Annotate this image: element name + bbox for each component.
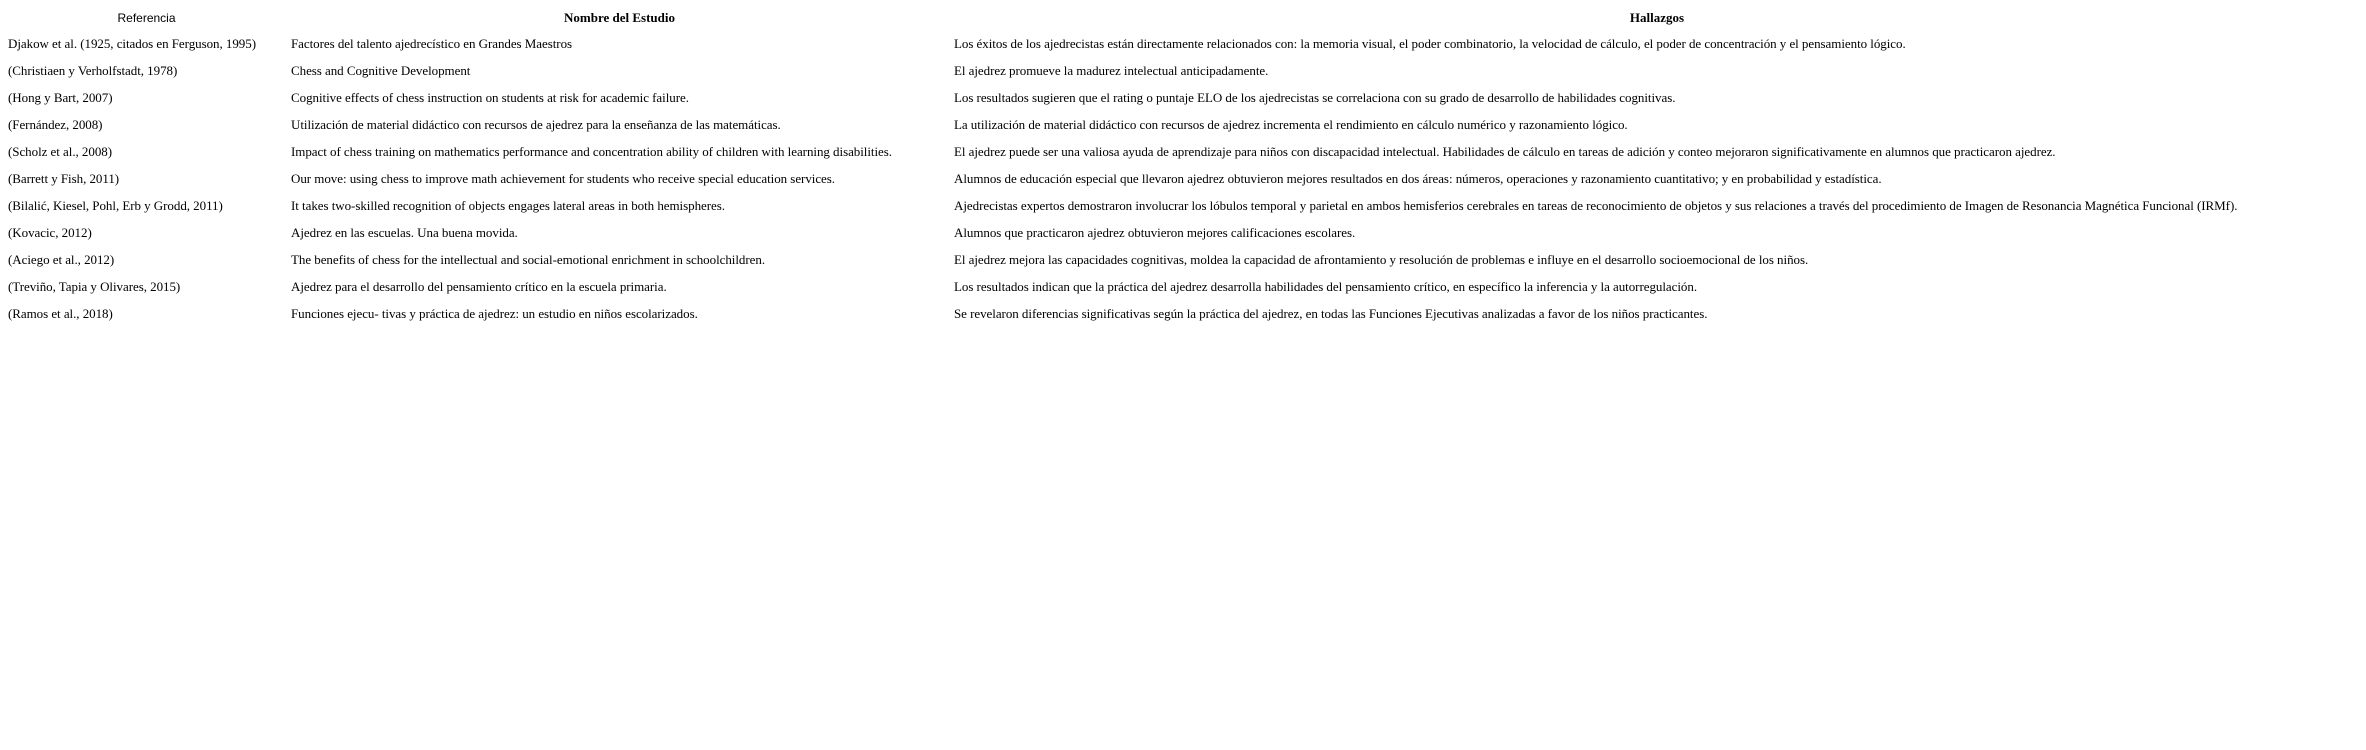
cell-referencia: (Barrett y Fish, 2011): [8, 171, 120, 186]
table-row: [5, 300, 2363, 327]
cell-nombre-estudio: It takes two-skilled recognition of objects engages lateral areas in both hemispheres.: [291, 198, 725, 213]
table-row: [5, 28, 2363, 57]
table-row: [5, 84, 2363, 111]
cell-referencia: (Christiaen y Verholfstadt, 1978): [8, 63, 178, 78]
table-body: [5, 28, 2363, 327]
cell-nombre-estudio: Our move: using chess to improve math achievement for students who receive special education services.: [291, 171, 835, 186]
cell-hallazgo: La utilización de material didáctico con recursos de ajedrez incrementa el rendimiento en cálculo numérico y razonamiento lógico.: [954, 117, 1628, 132]
table-row: [5, 192, 2363, 219]
table-row: [5, 138, 2363, 165]
header-referencia: Referencia: [117, 11, 176, 25]
cell-referencia: Djakow et al. (1925, citados en Ferguson, 1995): [8, 36, 256, 51]
cell-hallazgo: Alumnos de educación especial que llevaron ajedrez obtuvieron mejores resultados en dos áreas: números, operaciones y razonamiento cuantitativo; y en probabilidad y estadística.: [954, 171, 1882, 186]
studies-table: [5, 8, 2363, 327]
cell-hallazgo: Los resultados indican que la práctica del ajedrez desarrolla habilidades del pensamiento crítico, en específico la inferencia y la autorregulación.: [954, 279, 1698, 294]
cell-referencia: (Fernández, 2008): [8, 117, 103, 132]
table-row: [5, 246, 2363, 273]
cell-referencia: (Kovacic, 2012): [8, 225, 92, 240]
table-row: [5, 57, 2363, 84]
cell-nombre-estudio: Chess and Cognitive Development: [291, 63, 471, 78]
table-header: [5, 8, 2363, 28]
cell-hallazgo: Los éxitos de los ajedrecistas están directamente relacionados con: la memoria visual, el poder combinatorio, la velocidad de cálculo, el poder de concentración y el pensamiento lógico.: [954, 36, 1906, 51]
cell-referencia: (Bilalić, Kiesel, Pohl, Erb y Grodd, 2011): [8, 198, 223, 213]
cell-hallazgo: El ajedrez puede ser una valiosa ayuda de aprendizaje para niños con discapacidad intelectual. Habilidades de cálculo en tareas de adición y conteo mejoraron significativamente en alumnos que practicaron ajedrez.: [954, 144, 2056, 159]
cell-hallazgo: Se revelaron diferencias significativas según la práctica del ajedrez, en todas las Funciones Ejecutivas analizadas a favor de los niños practicantes.: [954, 306, 1708, 321]
cell-referencia: (Hong y Bart, 2007): [8, 90, 113, 105]
header-hallazgos: Hallazgos: [1629, 10, 1685, 25]
cell-referencia: (Aciego et al., 2012): [8, 252, 115, 267]
table-row: [5, 273, 2363, 300]
table-row: [5, 219, 2363, 246]
cell-hallazgo: El ajedrez mejora las capacidades cognitivas, moldea la capacidad de afrontamiento y resolución de problemas e influye en el desarrollo socioemocional de los niños.: [954, 252, 1809, 267]
cell-nombre-estudio: The benefits of chess for the intellectual and social-emotional enrichment in schoolchildren.: [291, 252, 766, 267]
cell-hallazgo: Alumnos que practicaron ajedrez obtuvieron mejores calificaciones escolares.: [954, 225, 1356, 240]
cell-referencia: (Scholz et al., 2008): [8, 144, 113, 159]
cell-nombre-estudio: Utilización de material didáctico con recursos de ajedrez para la enseñanza de las matemáticas.: [291, 117, 781, 132]
cell-nombre-estudio: Ajedrez en las escuelas. Una buena movida.: [291, 225, 518, 240]
cell-referencia: (Ramos et al., 2018): [8, 306, 113, 321]
cell-nombre-estudio: Cognitive effects of chess instruction on students at risk for academic failure.: [291, 90, 689, 105]
cell-nombre-estudio: Factores del talento ajedrecístico en Grandes Maestros: [291, 36, 573, 51]
cell-referencia: (Treviño, Tapia y Olivares, 2015): [8, 279, 181, 294]
cell-nombre-estudio: Impact of chess training on mathematics performance and concentration ability of children with learning disabilities.: [291, 144, 892, 159]
table-row: [5, 165, 2363, 192]
header-row: [5, 8, 2363, 28]
header-nombre-estudio: Nombre del Estudio: [564, 10, 675, 25]
cell-nombre-estudio: Ajedrez para el desarrollo del pensamiento crítico en la escuela primaria.: [291, 279, 667, 294]
cell-hallazgo: El ajedrez promueve la madurez intelectual anticipadamente.: [954, 63, 1269, 78]
cell-hallazgo: Ajedrecistas expertos demostraron involucrar los lóbulos temporal y parietal en ambos hemisferios cerebrales en tareas de reconocimiento de objetos y sus relaciones a través del procedimiento de Imagen de Resonancia Magnética Funcional (IRMf).: [954, 198, 2238, 213]
cell-nombre-estudio: Funciones ejecu- tivas y práctica de ajedrez: un estudio en niños escolarizados.: [291, 306, 698, 321]
table-row: [5, 111, 2363, 138]
cell-hallazgo: Los resultados sugieren que el rating o puntaje ELO de los ajedrecistas se correlaciona con su grado de desarrollo de habilidades cognitivas.: [954, 90, 1676, 105]
